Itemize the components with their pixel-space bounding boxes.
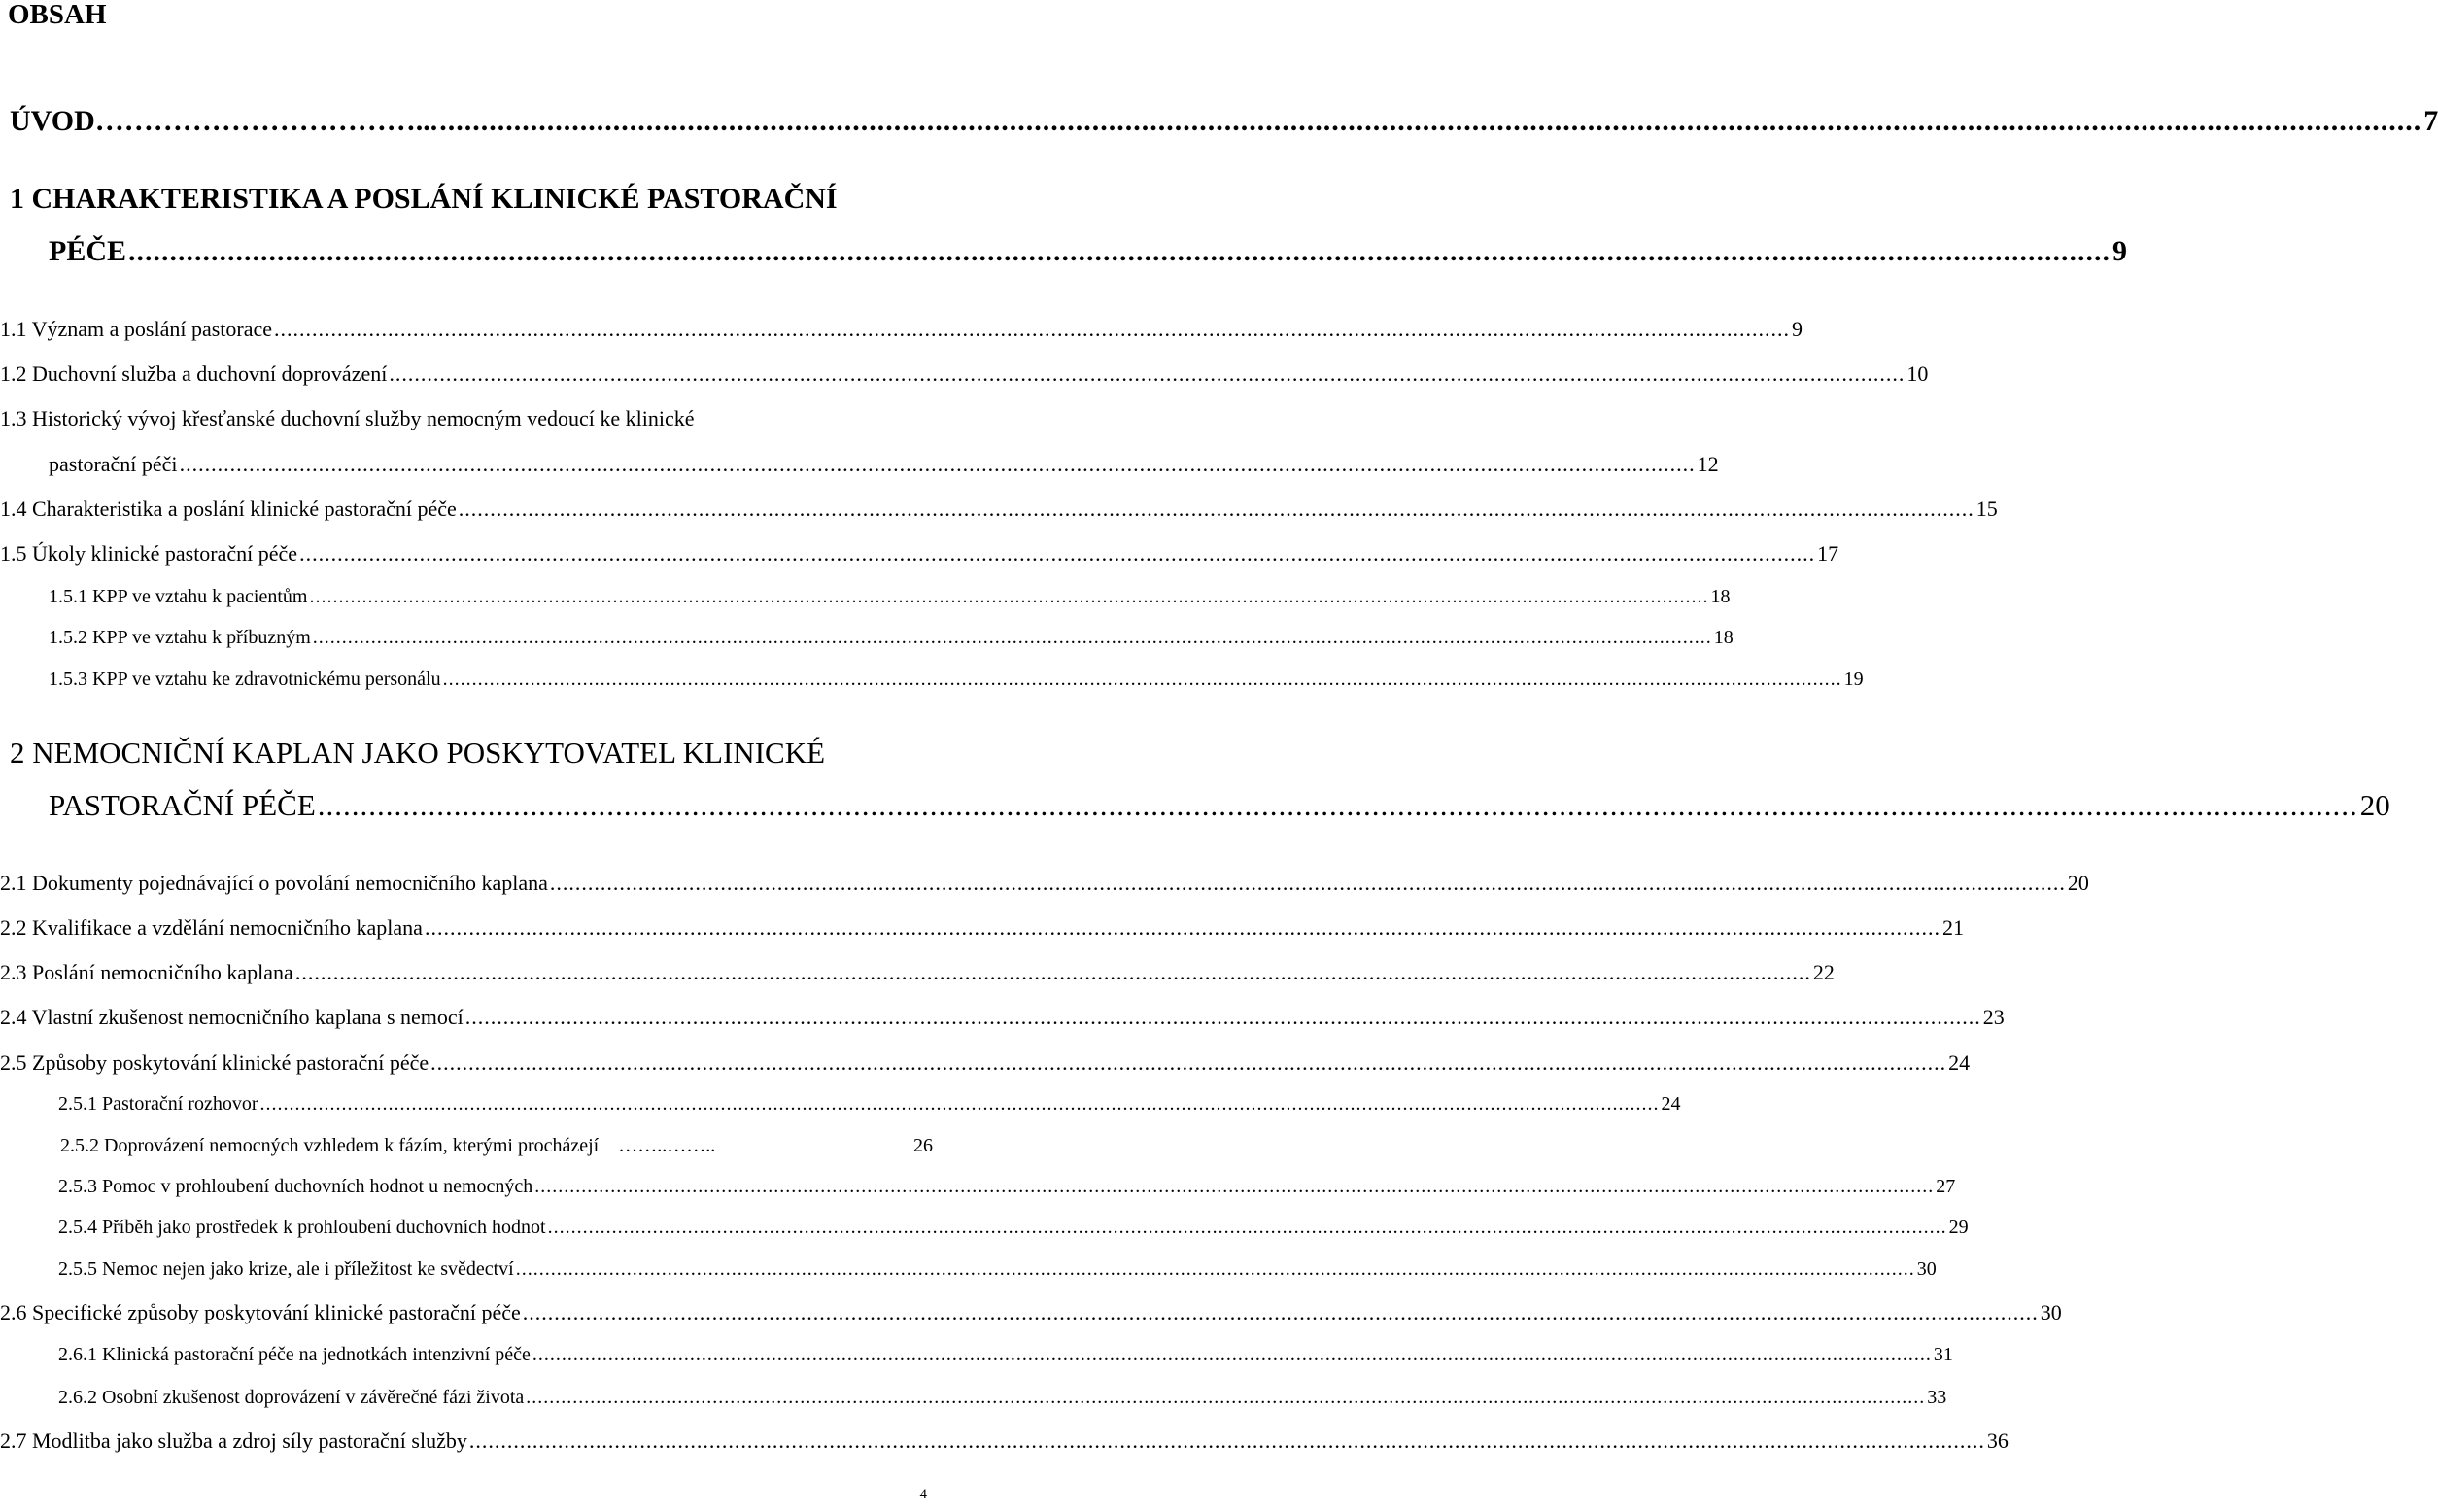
toc-entry-title: 2.5 Způsoby poskytování klinické pastorační péče (0, 1050, 429, 1075)
toc-entry-1-5[interactable] (0, 541, 1839, 567)
toc-entry-2-4[interactable] (0, 1005, 2005, 1030)
toc-entry-2-3[interactable] (0, 960, 1835, 985)
toc-entry-ch1-line1[interactable]: 1 CHARAKTERISTIKA A POSLÁNÍ KLINICKÉ PASTORAČNÍ (10, 183, 838, 215)
toc-leader: ……………………………... (94, 105, 438, 137)
page-number: 4 (919, 1487, 927, 1502)
toc-leader-dots (318, 788, 2358, 823)
toc-entry-title: ÚVOD (10, 105, 95, 137)
toc-entry-2-5-5[interactable] (58, 1258, 1937, 1281)
toc-entry-2-5-1[interactable] (58, 1093, 1681, 1116)
toc-leader-dots (295, 960, 1811, 985)
toc-entry-title: 2.5.3 Pomoc v prohloubení duchovních hodnot u nemocných (58, 1176, 533, 1197)
toc-entry-1-3[interactable] (49, 452, 1719, 477)
toc-page-number: 24 (1661, 1093, 1681, 1115)
toc-leader-dots (439, 105, 2421, 138)
toc-leader-dots (389, 361, 1905, 387)
toc-entry-title: 1.5.1 KPP ve vztahu k pacientům (49, 586, 308, 607)
toc-page-number: 30 (2040, 1300, 2062, 1324)
toc-leader-dots (425, 915, 1940, 941)
toc-page-number: 9 (1792, 317, 1803, 341)
toc-leader: ……..…….. (618, 1135, 716, 1156)
toc-entry-title: pastorační péči (49, 452, 178, 476)
toc-leader-dots (299, 541, 1815, 567)
toc-page-number: 21 (1941, 915, 1964, 940)
toc-entry-title: 1.5.2 KPP ve vztahu k příbuzným (49, 627, 311, 648)
toc-page-number: 18 (1710, 586, 1731, 607)
toc-leader-dots (274, 317, 1790, 342)
toc-entry-title: 2.4 Vlastní zkušenost nemocničního kaplana s nemocí (0, 1005, 464, 1029)
toc-page-number: 19 (1843, 669, 1864, 690)
toc-leader-dots (443, 669, 1842, 691)
toc-page-number: 18 (1713, 627, 1734, 648)
toc-entry-2-6-1[interactable] (58, 1344, 1953, 1366)
toc-entry-ch2-line1[interactable]: 2 NEMOCNIČNÍ KAPLAN JAKO POSKYTOVATEL KLINICKÉ (10, 736, 826, 770)
toc-entry-1-1[interactable] (0, 317, 1803, 342)
toc-page-number: 17 (1817, 541, 1839, 566)
toc-entry-title: 2.3 Poslání nemocničního kaplana (0, 960, 293, 984)
toc-page-number: 20 (2359, 788, 2390, 822)
toc-page-number: 27 (1936, 1176, 1956, 1197)
toc-entry-title: 2.5.4 Příběh jako prostředek k prohloubení duchovních hodnot (58, 1217, 546, 1238)
toc-entry-title: 2.6.2 Osobní zkušenost doprovázení v závěrečné fázi života (58, 1387, 525, 1408)
toc-leader-dots (550, 871, 2066, 896)
toc-leader-dots (313, 627, 1712, 649)
toc-leader-dots (128, 235, 2111, 268)
toc-entry-2-5-4[interactable] (58, 1217, 1969, 1239)
toc-entry-1-5-3[interactable] (49, 669, 1864, 691)
toc-page-number: 30 (1916, 1258, 1937, 1280)
toc-page-number: 29 (1948, 1217, 1969, 1238)
toc-entry-title: PASTORAČNÍ PÉČE (49, 788, 316, 822)
toc-entry-2-2[interactable] (0, 915, 1964, 941)
toc-leader-dots (459, 497, 1974, 522)
toc-page-number: 31 (1933, 1344, 1953, 1365)
toc-entry-title: 1.1 Význam a poslání pastorace (0, 317, 273, 341)
toc-page-number: 15 (1975, 497, 1998, 521)
toc-page-number: 23 (1982, 1005, 2005, 1029)
toc-entry-title: 1.2 Duchovní služba a duchovní doprovázení (0, 361, 388, 386)
toc-entry-1-5-1[interactable] (49, 586, 1731, 608)
toc-page-number: 12 (1697, 452, 1719, 476)
toc-entry-2-6-2[interactable] (58, 1387, 1947, 1409)
toc-page-number: 22 (1812, 960, 1835, 984)
toc-leader-dots (309, 586, 1708, 608)
toc-page-number: 26 (913, 1135, 933, 1156)
toc-leader-dots (430, 1050, 1946, 1076)
toc-leader-dots (532, 1344, 1932, 1366)
toc-leader-dots (534, 1176, 1934, 1198)
toc-entry-title: 2.5.1 Pastorační rozhovor (58, 1093, 258, 1115)
toc-page-number: 36 (1986, 1428, 2009, 1453)
toc-leader-dots (526, 1387, 1925, 1409)
toc-leader-dots (548, 1217, 1947, 1239)
toc-page-number: 20 (2067, 871, 2089, 895)
toc-leader-dots (465, 1005, 1981, 1030)
toc-entry-ch1[interactable] (49, 235, 2128, 268)
toc-entry-2-5-2[interactable] (60, 1135, 933, 1157)
toc-entry-2-5-3[interactable] (58, 1176, 1956, 1198)
toc-entry-title: 2.6.1 Klinická pastorační péče na jednotkách intenzivní péče (58, 1344, 531, 1365)
toc-page-number: 10 (1906, 361, 1929, 386)
toc-entry-title: 2.5.2 Doprovázení nemocných vzhledem k fázím, kterými procházejí (60, 1135, 600, 1156)
toc-entry-1-3-line1[interactable]: 1.3 Historický vývoj křesťanské duchovní služby nemocným vedoucí ke klinické (0, 406, 695, 430)
toc-entry-1-2[interactable] (0, 361, 1929, 387)
toc-entry-title: 2.1 Dokumenty pojednávající o povolání nemocničního kaplana (0, 871, 548, 895)
toc-leader-dots (260, 1093, 1660, 1116)
toc-entry-1-4[interactable] (0, 497, 1998, 522)
toc-entry-title: 2.2 Kvalifikace a vzdělání nemocničního kaplana (0, 915, 423, 940)
toc-leader-dots (516, 1258, 1915, 1281)
toc-entry-title: PÉČE (49, 235, 127, 267)
toc-entry-2-5[interactable] (0, 1050, 1971, 1076)
toc-leader-dots (469, 1428, 1985, 1454)
toc-entry-2-6[interactable] (0, 1300, 2062, 1325)
toc-heading: OBSAH (8, 0, 107, 30)
toc-entry-1-5-2[interactable] (49, 627, 1734, 649)
toc-leader-dots (180, 452, 1696, 477)
toc-leader-dots (523, 1300, 2039, 1325)
toc-entry-2-7[interactable] (0, 1428, 2009, 1454)
toc-entry-title: 1.5.3 KPP ve vztahu ke zdravotnickému personálu (49, 669, 441, 690)
toc-page-number: 7 (2423, 105, 2438, 137)
toc-page-number: 24 (1948, 1050, 1971, 1075)
toc-entry-ch2[interactable] (49, 788, 2390, 823)
toc-page-number: 33 (1927, 1387, 1947, 1408)
toc-entry-title: 1.4 Charakteristika a poslání klinické pastorační péče (0, 497, 457, 521)
toc-page-number: 9 (2112, 235, 2128, 267)
toc-entry-title: 2.7 Modlitba jako služba a zdroj síly pastorační služby (0, 1428, 467, 1453)
toc-entry-title: 1.5 Úkoly klinické pastorační péče (0, 541, 298, 566)
toc-entry-title: 2.5.5 Nemoc nejen jako krize, ale i příležitost ke svědectví (58, 1258, 514, 1280)
toc-entry-intro[interactable] (10, 105, 2438, 138)
toc-entry-2-1[interactable] (0, 871, 2089, 896)
toc-entry-title: 2.6 Specifické způsoby poskytování klinické pastorační péče (0, 1300, 521, 1324)
